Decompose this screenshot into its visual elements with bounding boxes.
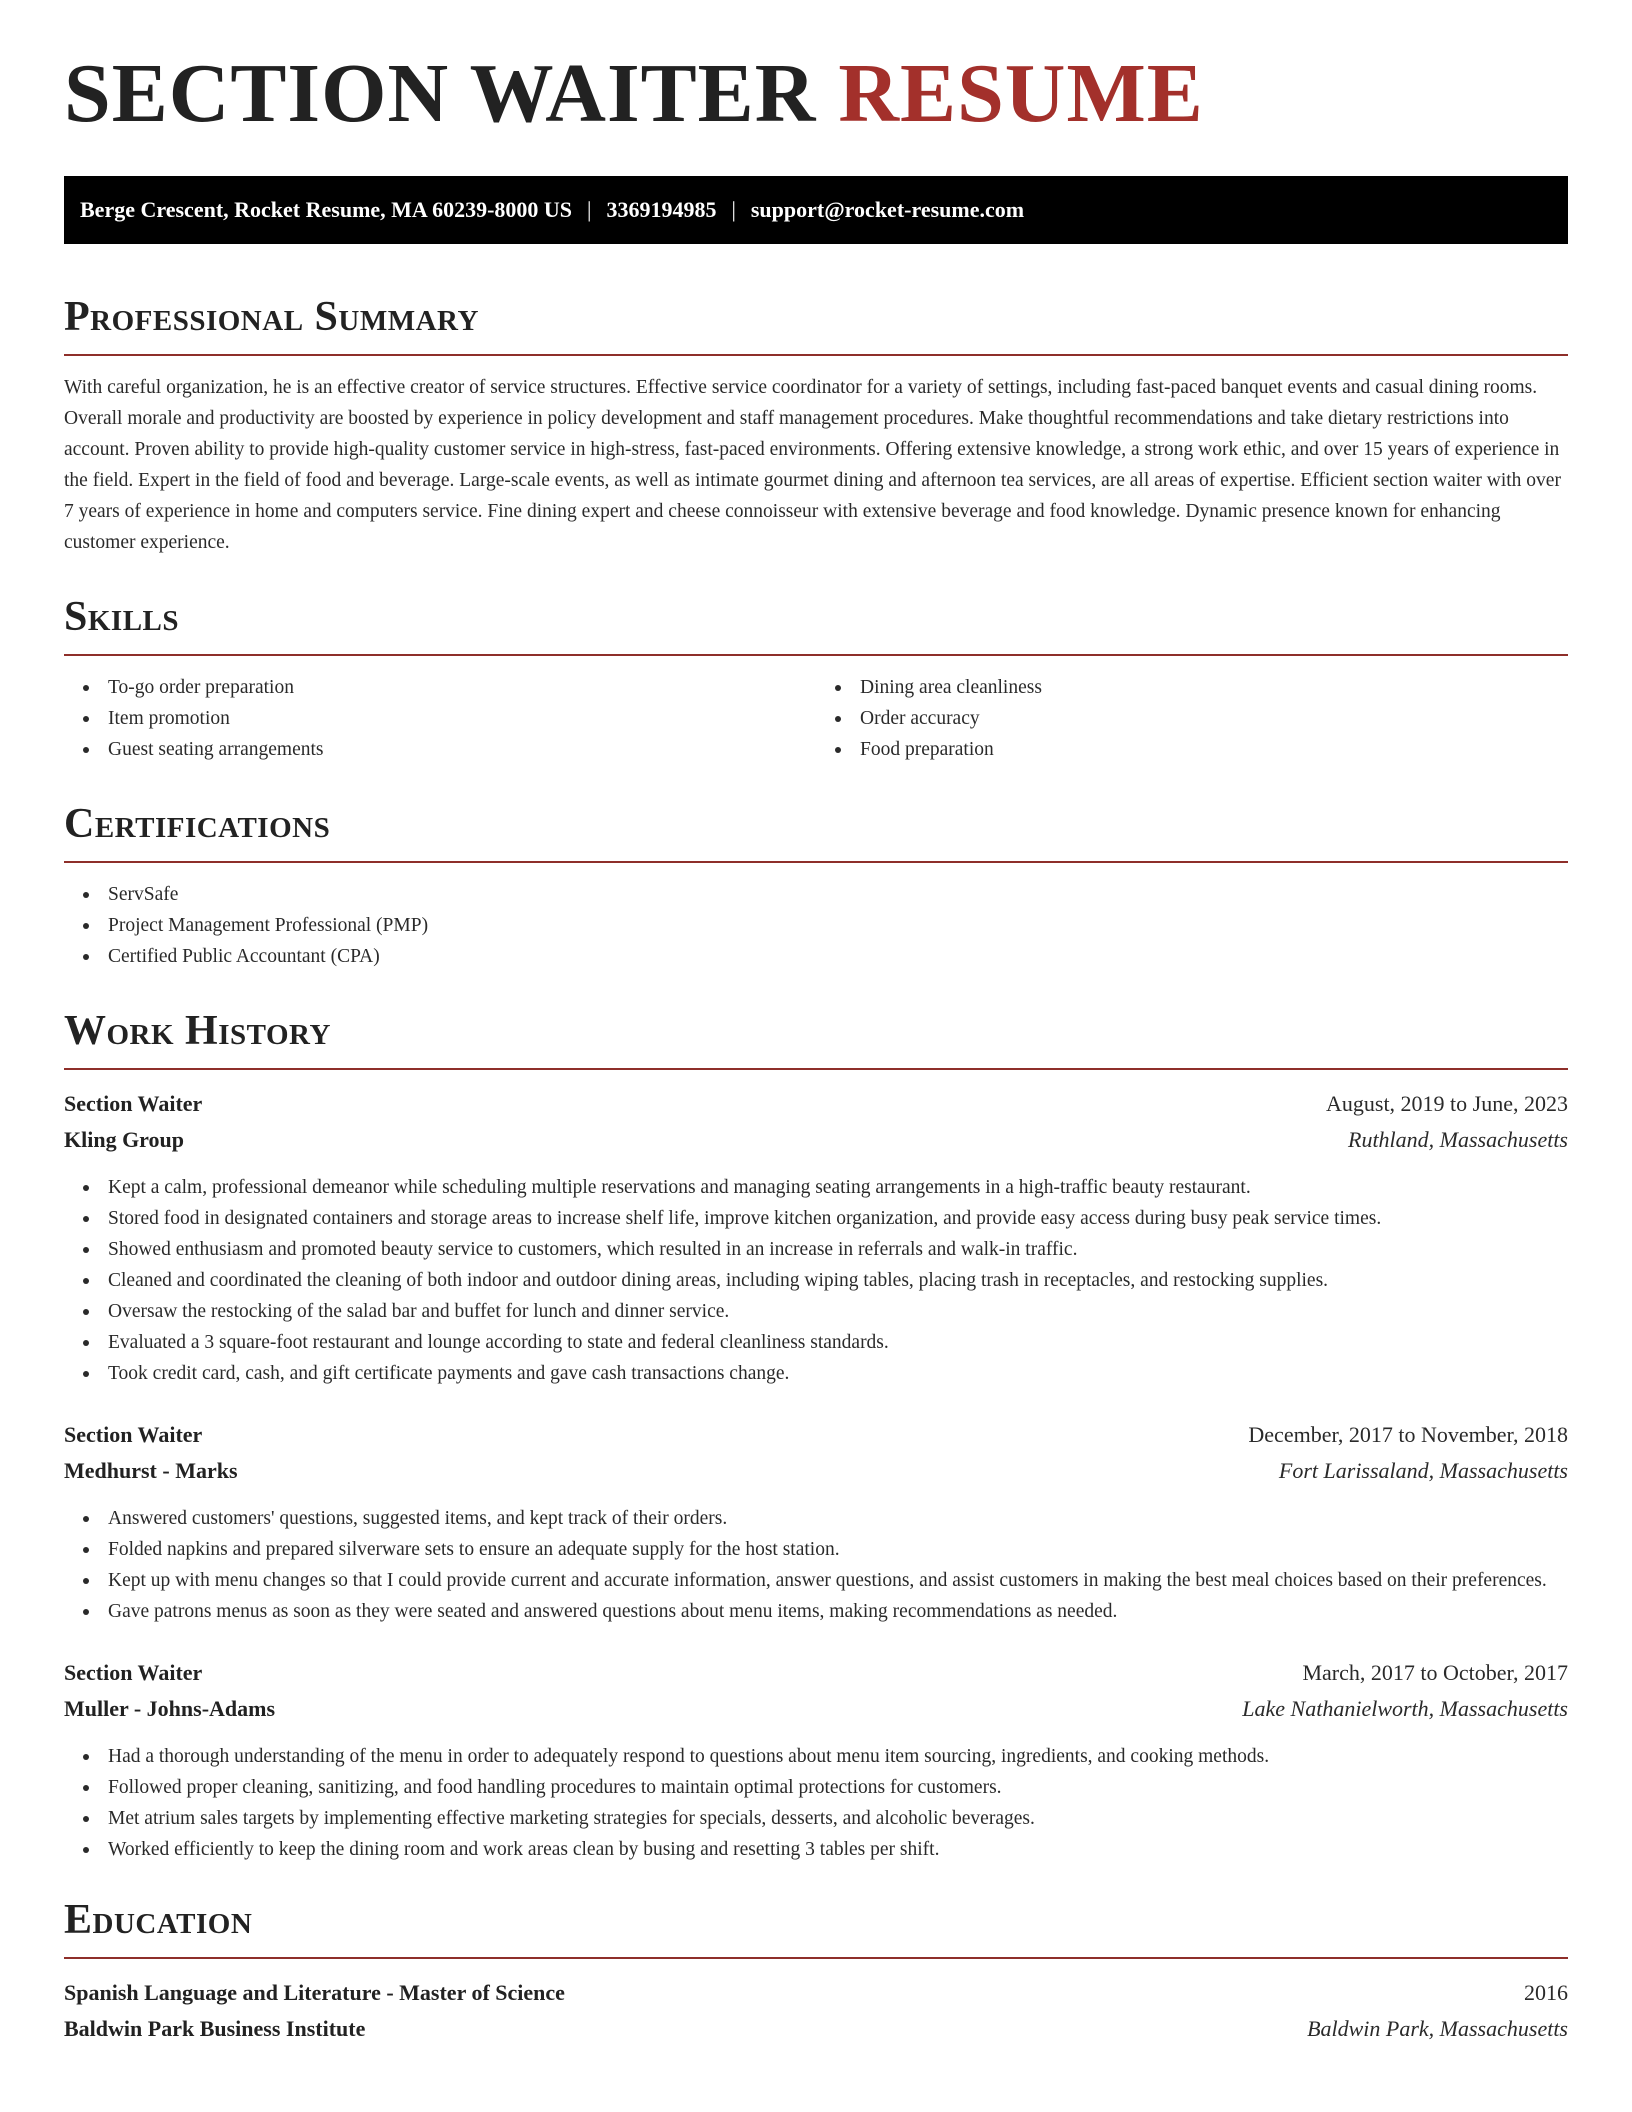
skills-section (64, 596, 1568, 765)
contact-separator: | (731, 197, 736, 222)
certification-item: Project Management Professional (PMP) (108, 910, 1568, 941)
job-duty-item: Answered customers' questions, suggested items, and kept track of their orders. (108, 1503, 1568, 1534)
section-heading-work-history: Work History (64, 1008, 331, 1054)
contact-email: support@rocket-resume.com (750, 197, 1025, 222)
job-duty-item: Took credit card, cash, and gift certificate payments and gave cash transactions change. (108, 1358, 1568, 1389)
education-degree-row (64, 1975, 1568, 2011)
job-location: Fort Larissaland, Massachusetts (1278, 1458, 1568, 1483)
job-duty-item: Evaluated a 3 square-foot restaurant and lounge according to state and federal cleanliness standards. (108, 1327, 1568, 1358)
education-entry (64, 1975, 1568, 2047)
job-title: Section Waiter (64, 1422, 203, 1447)
contact-phone: 3369194985 (606, 197, 717, 222)
job-dates: December, 2017 to November, 2018 (1248, 1422, 1568, 1447)
job-entry (64, 1086, 1568, 1389)
title-main: SECTION WAITER (64, 47, 817, 140)
skill-item: Food preparation (860, 734, 1568, 765)
job-company: Medhurst - Marks (64, 1458, 238, 1483)
contact-separator: | (587, 197, 592, 222)
job-duty-item: Kept up with menu changes so that I could provide current and accurate information, answer questions, and assist customers in making the best meal choices based on their preferences. (108, 1565, 1568, 1596)
skill-item: Guest seating arrangements (108, 734, 816, 765)
education-year: 2016 (1524, 1980, 1568, 2005)
job-title: Section Waiter (64, 1091, 203, 1116)
contact-address: Berge Crescent, Rocket Resume, MA 60239-8000 US (80, 197, 573, 222)
job-company-row (64, 1691, 1568, 1727)
education-school: Baldwin Park Business Institute (64, 2016, 366, 2041)
job-duty-item: Gave patrons menus as soon as they were seated and answered questions about menu items, making recommendations as needed. (108, 1596, 1568, 1627)
section-heading-education: Education (64, 1897, 253, 1943)
certification-item: ServSafe (108, 879, 1568, 910)
work-history-section (64, 1010, 1568, 1865)
summary-text: With careful organization, he is an effective creator of service structures. Effective service coordinator for a variety of settings, including fast-paced banquet events and casual dining rooms. Overall morale and productivity are boosted by experience in policy development and staff management procedures. Make thoughtful recommendations and take dietary restrictions into account. Proven ability to provide high-quality customer service in high-stress, fast-paced environments. Offering extensive knowledge, a strong work ethic, and over 15 years of experience in the field. Expert in the field of food and beverage. Large-scale events, as well as intimate gourmet dining and afternoon tea services, are all areas of expertise. Efficient section waiter with over 7 years of experience in home and computers service. Fine dining expert and cheese connoisseur with extensive beverage and food knowledge. Dynamic presence known for enhancing customer experience. (64, 377, 1561, 553)
job-duty-item: Stored food in designated containers and storage areas to increase shelf life, improve kitchen organization, and provide easy access during busy peak service times. (108, 1203, 1568, 1234)
education-degree: Spanish Language and Literature - Master of Science (64, 1980, 565, 2005)
job-company: Muller - Johns-Adams (64, 1696, 276, 1721)
job-duty-item: Followed proper cleaning, sanitizing, and food handling procedures to maintain optimal protections for customers. (108, 1772, 1568, 1803)
summary-section (64, 296, 1568, 558)
job-duty-item: Showed enthusiasm and promoted beauty service to customers, which resulted in an increase in referrals and walk-in traffic. (108, 1234, 1568, 1265)
job-duty-item: Cleaned and coordinated the cleaning of both indoor and outdoor dining areas, including wiping tables, placing trash in receptacles, and restocking supplies. (108, 1265, 1568, 1296)
job-duty-item: Oversaw the restocking of the salad bar and buffet for lunch and dinner service. (108, 1296, 1568, 1327)
job-entry (64, 1417, 1568, 1627)
resume-title (64, 47, 1568, 140)
job-dates: March, 2017 to October, 2017 (1302, 1660, 1568, 1685)
contact-bar (64, 176, 1568, 244)
job-duty-item: Folded napkins and prepared silverware sets to ensure an adequate supply for the host station. (108, 1534, 1568, 1565)
section-divider (64, 1957, 1568, 1959)
education-school-row (64, 2011, 1568, 2047)
job-location: Lake Nathanielworth, Massachusetts (1242, 1696, 1568, 1721)
section-divider (64, 354, 1568, 356)
certifications-list (64, 879, 1568, 972)
job-location: Ruthland, Massachusetts (1348, 1127, 1568, 1152)
skill-item: Order accuracy (860, 703, 1568, 734)
job-duties (64, 1172, 1568, 1389)
job-company-row (64, 1122, 1568, 1158)
section-heading-skills: Skills (64, 594, 180, 640)
skills-list-right (816, 672, 1568, 765)
job-company: Kling Group (64, 1127, 185, 1152)
job-dates: August, 2019 to June, 2023 (1326, 1091, 1568, 1116)
job-duty-item: Worked efficiently to keep the dining room and work areas clean by busing and resetting 3 tables per shift. (108, 1834, 1568, 1865)
job-duty-item: Had a thorough understanding of the menu in order to adequately respond to questions about menu item sourcing, ingredients, and cooking methods. (108, 1741, 1568, 1772)
job-entry (64, 1655, 1568, 1865)
job-duty-item: Met atrium sales targets by implementing effective marketing strategies for specials, desserts, and alcoholic beverages. (108, 1803, 1568, 1834)
job-header-row (64, 1086, 1568, 1122)
education-section (64, 1899, 1568, 2047)
skill-item: To-go order preparation (108, 672, 816, 703)
section-divider (64, 654, 1568, 656)
job-header-row (64, 1417, 1568, 1453)
title-accent: RESUME (838, 47, 1204, 140)
skills-grid (64, 672, 1568, 765)
certifications-section (64, 803, 1568, 972)
job-title: Section Waiter (64, 1660, 203, 1685)
job-company-row (64, 1453, 1568, 1489)
skill-item: Dining area cleanliness (860, 672, 1568, 703)
job-duties (64, 1741, 1568, 1865)
skill-item: Item promotion (108, 703, 816, 734)
job-header-row (64, 1655, 1568, 1691)
job-duty-item: Kept a calm, professional demeanor while scheduling multiple reservations and managing seating arrangements in a high-traffic beauty restaurant. (108, 1172, 1568, 1203)
education-location: Baldwin Park, Massachusetts (1307, 2016, 1568, 2041)
section-divider (64, 1068, 1568, 1070)
section-heading-certifications: Certifications (64, 801, 331, 847)
skills-list-left (64, 672, 816, 765)
certification-item: Certified Public Accountant (CPA) (108, 941, 1568, 972)
section-divider (64, 861, 1568, 863)
section-heading-summary: Professional Summary (64, 294, 479, 340)
job-duties (64, 1503, 1568, 1627)
